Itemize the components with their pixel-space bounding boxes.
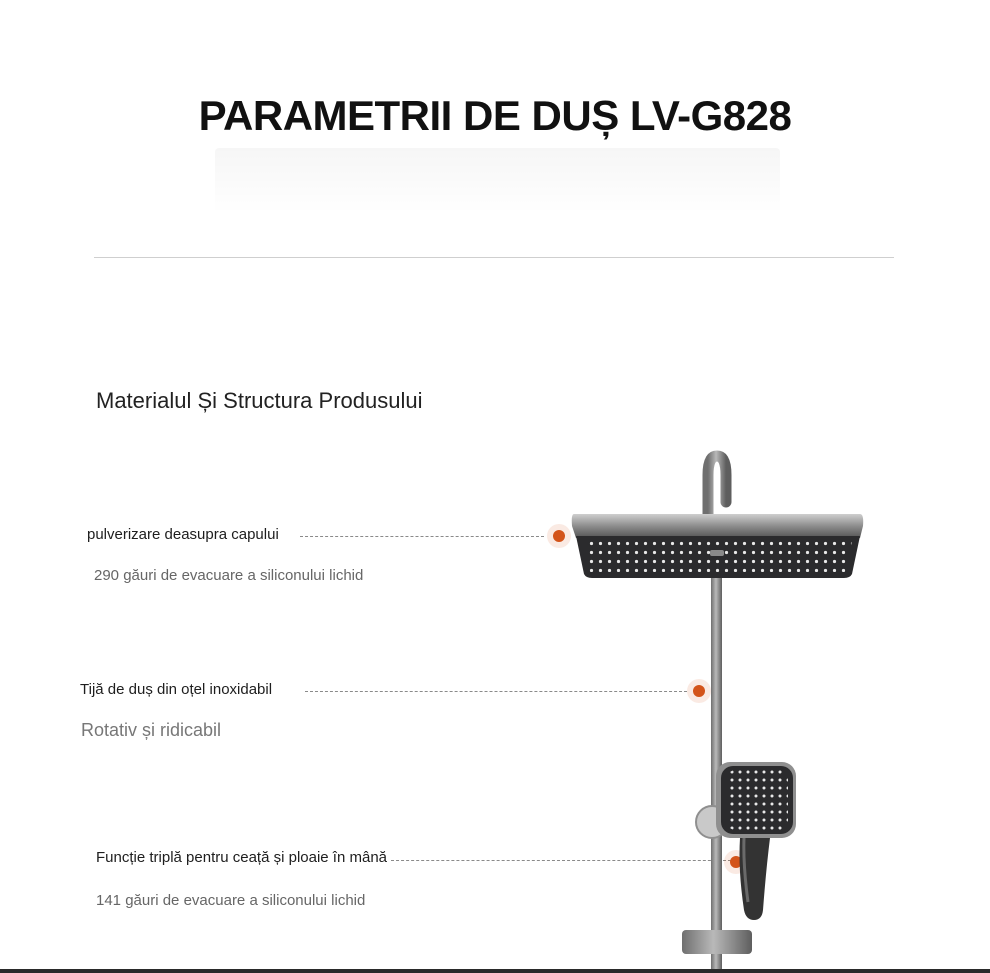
divider [94,257,894,258]
feature-label-overhead: pulverizare deasupra capului [87,526,279,543]
section-title: Materialul Și Structura Produsului [96,388,423,413]
feature-label-hand-shower: Funcție triplă pentru ceață și ploaie în mână [96,849,387,866]
overhead-head-rim [572,514,863,538]
gooseneck-arm [708,456,726,515]
feature-detail-rod: Rotativ și ridicabil [81,720,222,740]
hand-shower [716,762,796,920]
slide-bracket [682,930,752,954]
leader-line-overhead [300,536,544,537]
feature-detail-overhead: 290 găuri de evacuare a siliconului lichid [94,567,364,584]
feature-detail-hand-shower: 141 găuri de evacuare a siliconului lichid [96,892,366,909]
shower-system-illustration [560,440,870,973]
title-reflection [215,148,780,214]
page-title: PARAMETRII DE DUȘ LV-G828 [198,92,792,139]
bottom-border [0,969,990,973]
feature-label-rod: Tijă de duș din oțel inoxidabil [80,681,273,698]
